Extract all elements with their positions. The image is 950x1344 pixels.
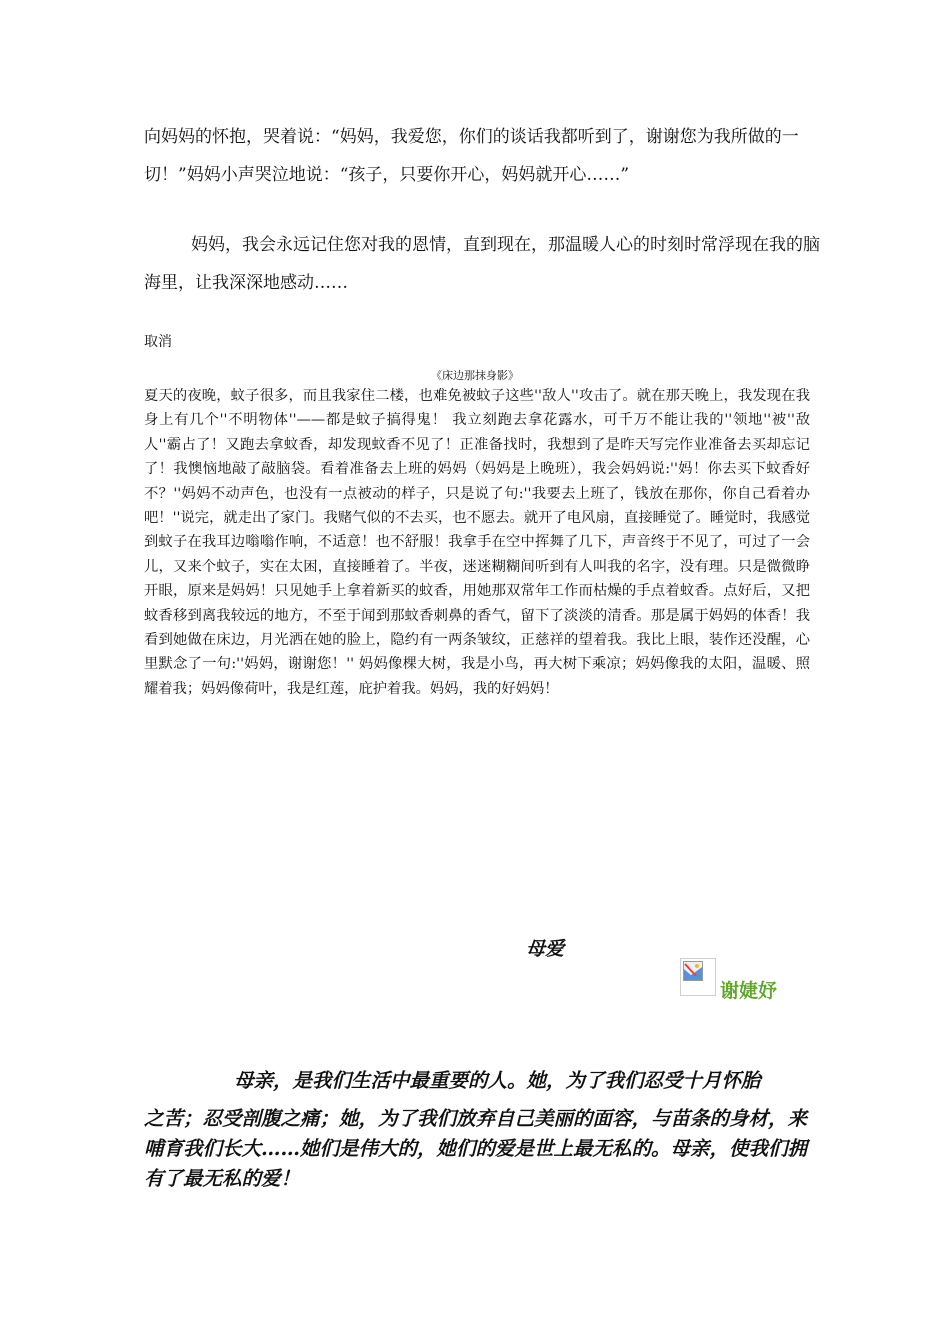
- poem-line-1: 母亲，是我们生活中最重要的人。她，为了我们忍受十月怀胎: [234, 1069, 761, 1092]
- story-body: 夏天的夜晚，蚊子很多，而且我家住二楼，也难免被蚊子这些''敌人''攻击了。就在那天晚上，我发现在我身上有几个''不明物体''——都是蚊子搞得鬼！ 我立刻跑去拿花露水，可千万不能让我的''领地''被''敌人''霸占了！又跑去拿蚊香，却发现蚊香不见了！正准备找时，我想到了是昨天写完作业准备去买却忘记了！我懊恼地敲了敲脑袋。看着准备去上班的妈妈（妈妈是上晚班），我会妈妈说:''妈！你去买下蚊香好不？''妈妈不动声色，也没有一点被动的样子，只是说了句:''我要去上班了，钱放在那你，你自己看着办吧！''说完，就走出了家门。我赌气似的不去买，也不愿去。就开了电风扇，直接睡觉了。睡觉时，我感觉到蚊子在我耳边嗡嗡作响，不适意！也不舒服！我拿手在空中挥舞了几下，声音终于不见了，可过了一会儿，又来个蚊子，实在太困，直接睡着了。半夜，迷迷糊糊间听到有人叫我的名字，没有理。只是微微睁开眼，原来是妈妈！只见她手上拿着新买的蚊香，用她那双常年工作而枯燥的手点着蚊香。点好后，又把蚊香移到离我较远的地方，不至于闻到那蚊香刺鼻的香气，留下了淡淡的清香。那是属于妈妈的体香！我看到她做在床边，月光洒在她的脸上，隐约有一两条皱纹，正慈祥的望着我。我比上眼，装作还没醒，心里默念了一句:''妈妈，谢谢您！'' 妈妈像棵大树，我是小鸟，再大树下乘凉；妈妈像我的太阳，温暖、照耀着我；妈妈像荷叶，我是红莲，庇护着我。妈妈，我的好妈妈！: [144, 388, 810, 697]
- author-name: 谢婕妤: [720, 980, 778, 1002]
- broken-image-icon: [680, 958, 716, 996]
- essay-paragraph-1: 向妈妈的怀抱，哭着说：“妈妈，我爱您，你们的谈话我都听到了，谢谢您为我所做的一切！”妈妈小声哭泣地说：“孩子，只要你开心，妈妈就开心……”: [144, 127, 799, 185]
- story-title: 《床边那抹身影》: [431, 369, 519, 382]
- cancel-link[interactable]: 取消: [144, 334, 172, 350]
- poem-body: [144, 1066, 814, 1194]
- poem-title: 母爱: [526, 938, 565, 960]
- poem-line-2: 之苦；忍受剖腹之痛；她，为了我们放弃自己美丽的面容，与苗条的身材，来哺育我们长大……她们是伟大的，她们的爱是世上最无私的。母亲，使我们拥有了最无私的爱！: [144, 1107, 808, 1190]
- essay-paragraph-2: 妈妈，我会永远记住您对我的恩情，直到现在，那温暖人心的时刻时常浮现在我的脑海里，让我深深地感动……: [144, 235, 820, 293]
